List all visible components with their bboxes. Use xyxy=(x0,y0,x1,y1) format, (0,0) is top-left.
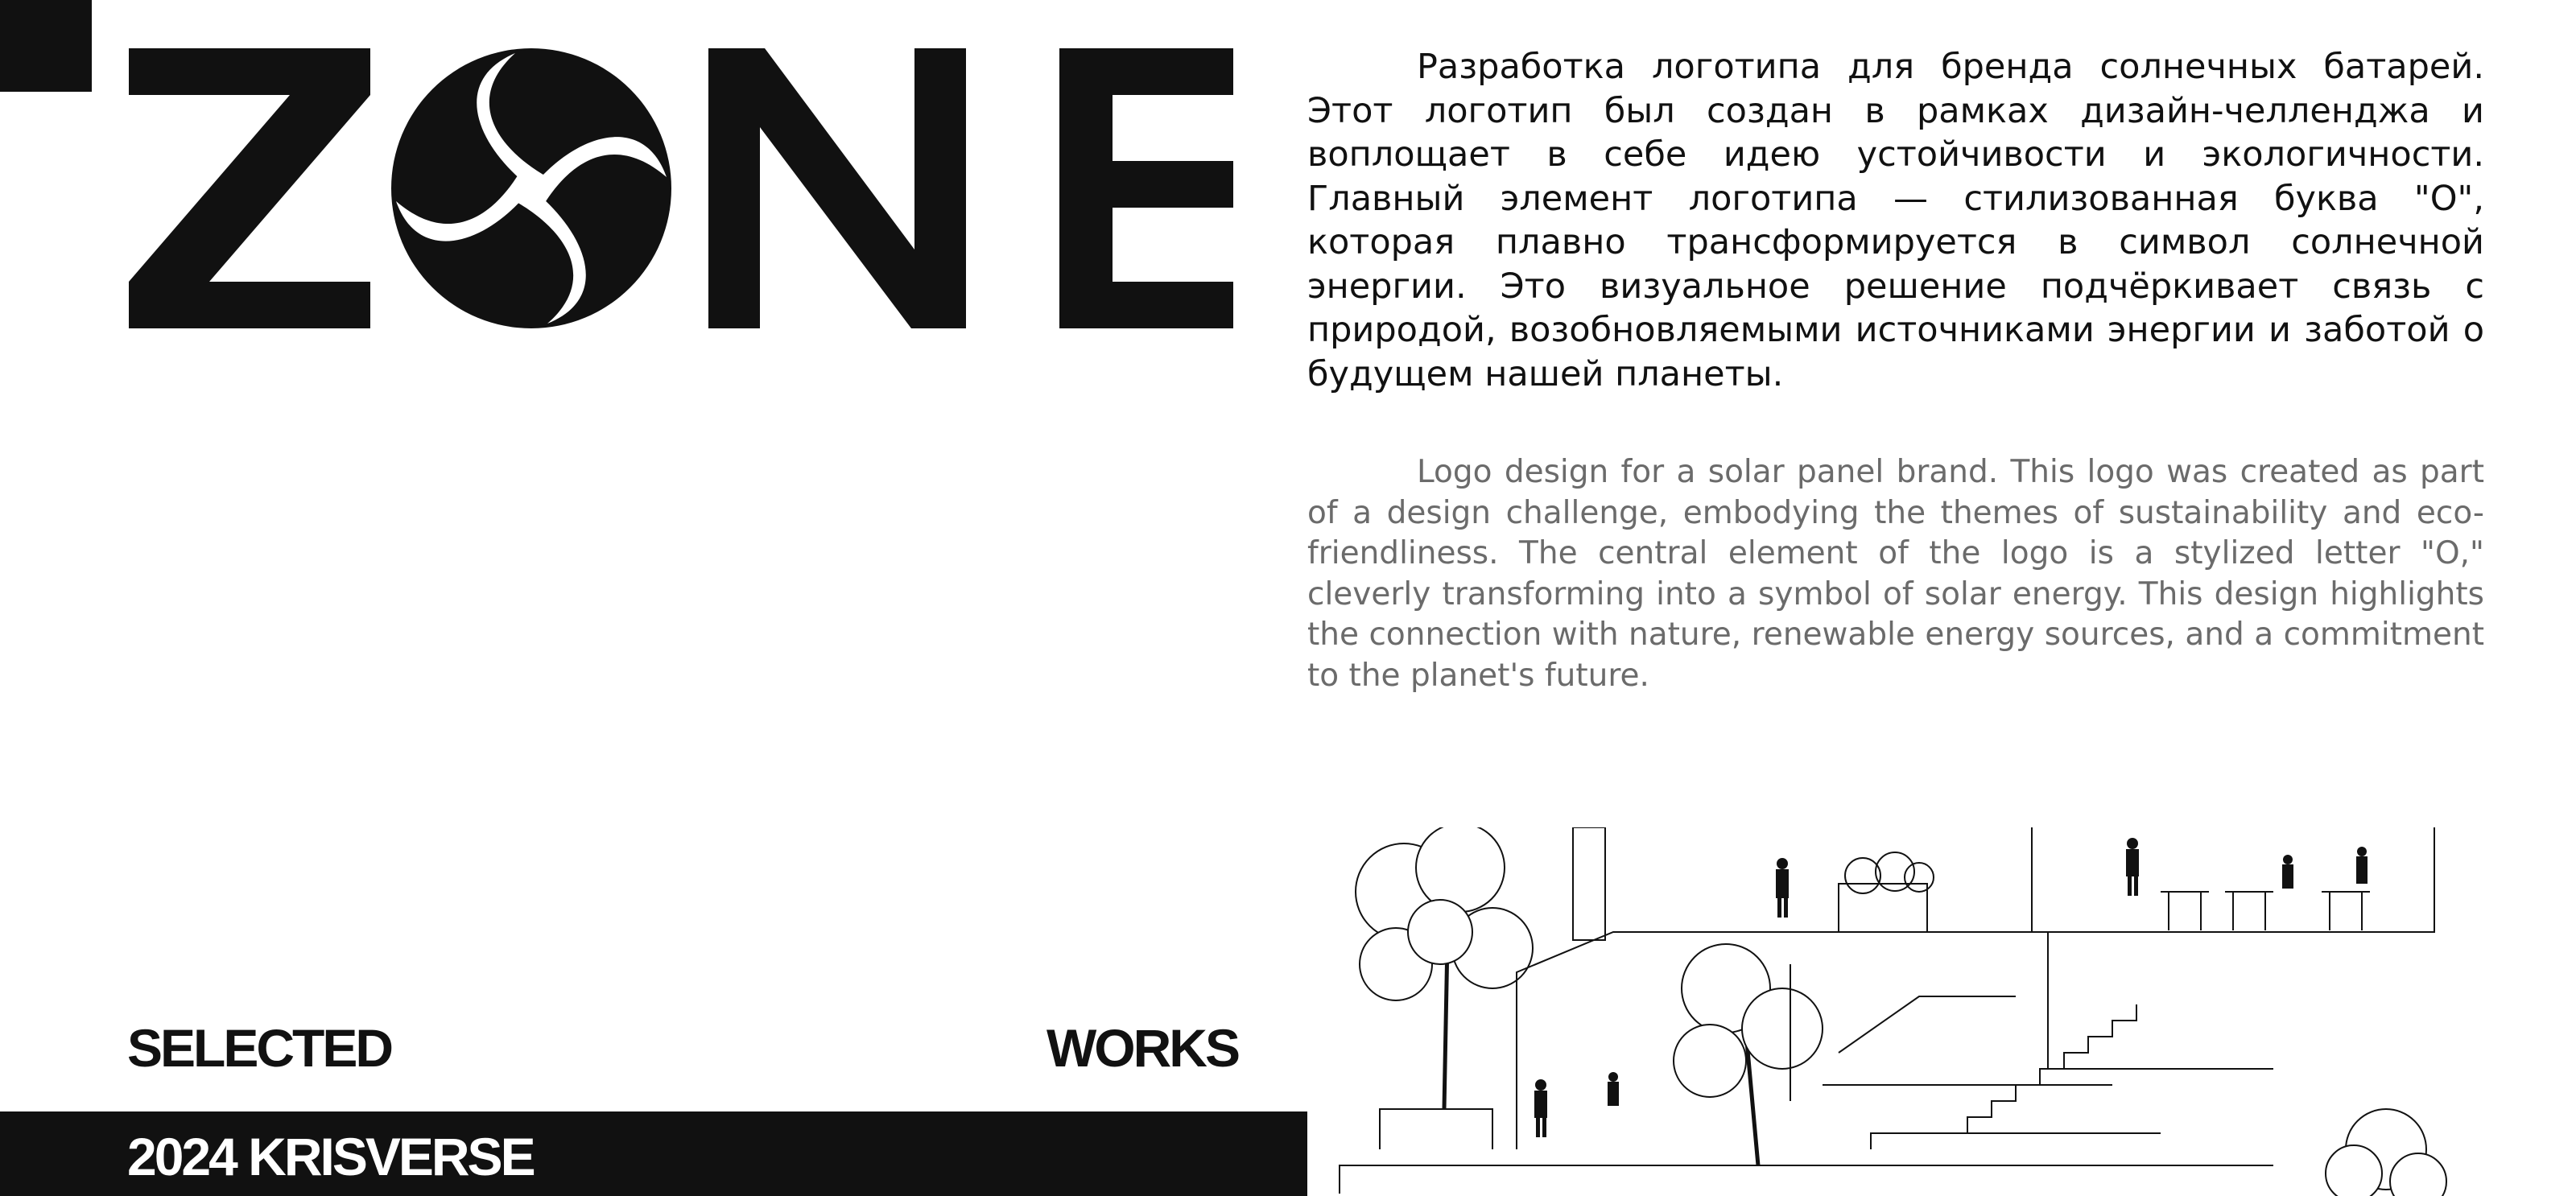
description-en-text: Logo design for a solar panel brand. This logo was created as part of a design challenge, embodying the themes of sustainability and eco-friendliness. The central element of the logo is a stylized letter "O," cleverly transforming into a symbol of solar energy. This design highlights the connection with nature, renewable energy sources, and a commitment to the planet's future. xyxy=(1307,454,2484,694)
logo-letter-z xyxy=(129,48,370,328)
bottom-bar xyxy=(0,1111,1307,1196)
zone-logo-svg xyxy=(129,48,1233,328)
building-section xyxy=(1340,827,2434,1194)
description-ru-text: Разработка логотипа для бренда солнечных батарей. Этот логотип был создан в рамках дизайн-челленджа и воплощает в себе идею устойчивости и экологичности. Главный элемент логотипа — стилизованная буква "О", которая плавно трансформируется в символ солнечной энергии. Это визуальное решение подчёркивает связь с природой, возобновляемыми источниками энергии и заботой о будущем нашей планеты. xyxy=(1307,47,2484,394)
description-russian xyxy=(1307,45,2484,396)
tree-center-icon xyxy=(1674,944,1823,1165)
architecture-sketch xyxy=(1307,827,2576,1196)
people-figures-icon xyxy=(1534,838,2368,1137)
logo-letter-o-swirl-icon xyxy=(391,48,671,328)
works-label: WORKS xyxy=(1046,1018,1238,1078)
selected-label: SELECTED xyxy=(127,1018,392,1078)
planters xyxy=(1839,852,1934,932)
logo-letter-e xyxy=(1059,48,1233,328)
tree-left-icon xyxy=(1356,827,1533,1109)
cafe-tables-icon xyxy=(2161,892,2370,930)
tree-right-icon xyxy=(2326,1109,2446,1196)
logo-letter-n xyxy=(708,48,966,328)
description-english xyxy=(1307,452,2484,696)
bottom-bar-text: 2024 KRISVERSE xyxy=(127,1127,534,1186)
zone-logo xyxy=(129,48,1233,328)
architecture-illustration xyxy=(1307,827,2576,1196)
corner-square xyxy=(0,0,92,92)
